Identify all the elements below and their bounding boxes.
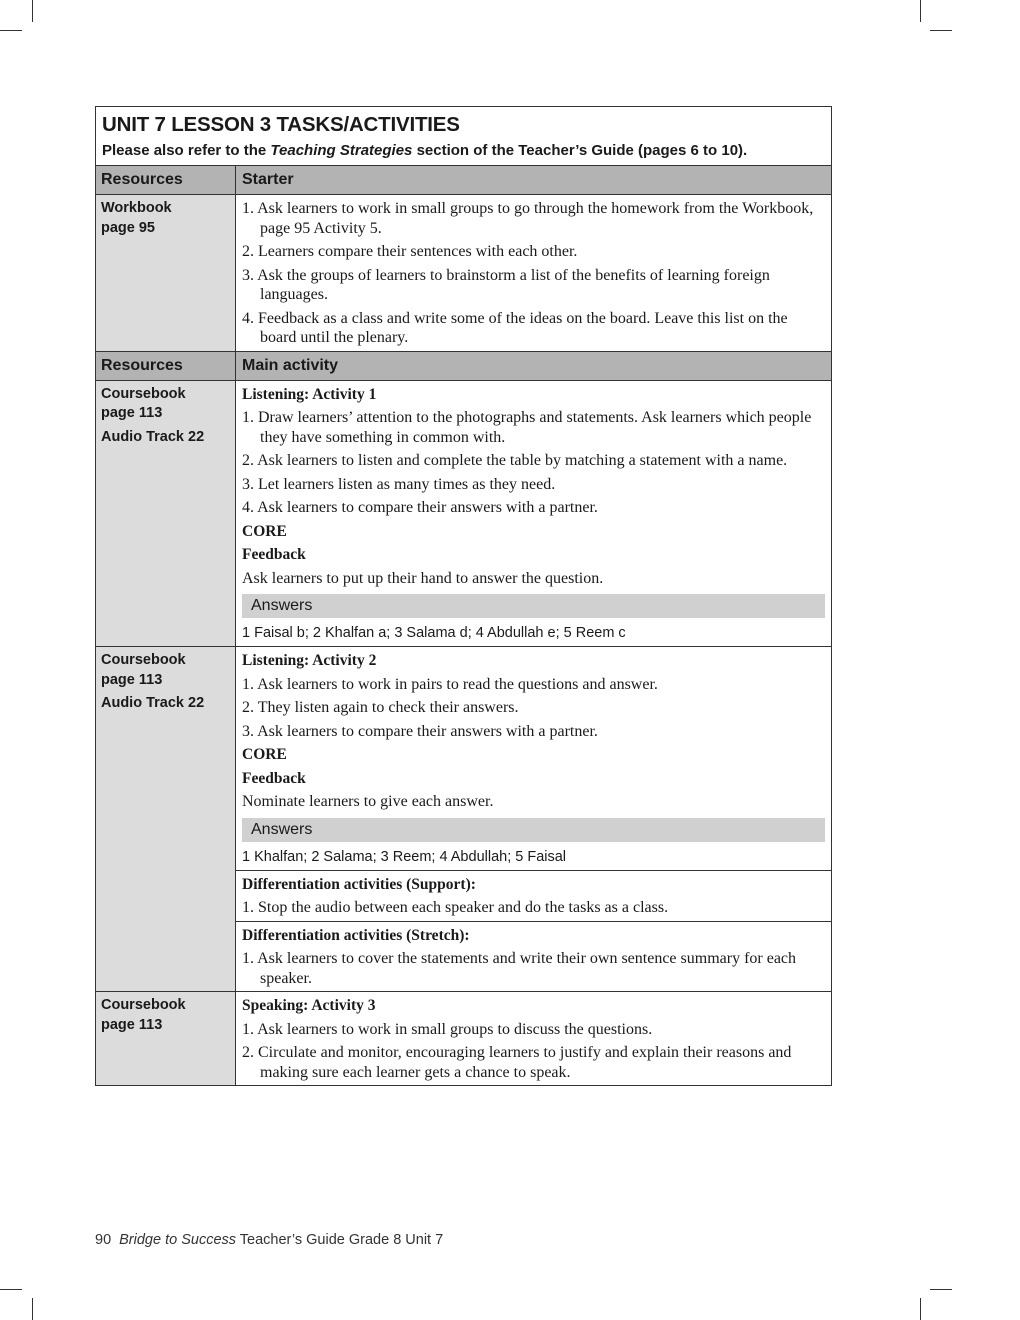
feedback-heading: Feedback [242, 769, 306, 787]
activity-1-row [96, 381, 831, 648]
resource-line: Audio Track 22 [101, 428, 205, 445]
list-item: 1. Ask learners to work in small groups to go through the homework from the Workbook, page 95 Activity 5. [242, 200, 814, 237]
main-header-row [96, 352, 831, 381]
activity-1-resources [96, 381, 236, 647]
starter-resources [96, 195, 236, 351]
page-number: 90 [95, 1232, 112, 1248]
crop-mark [920, 1298, 921, 1320]
crop-mark [930, 1289, 952, 1290]
activity-3-row [96, 992, 831, 1085]
stretch-heading: Differentiation activities (Stretch): [242, 926, 470, 944]
starter-row [96, 195, 831, 352]
book-title: Bridge to Success [119, 1232, 237, 1248]
feedback-heading: Feedback [242, 546, 306, 563]
activity-2-content [236, 647, 831, 991]
answers-label: Answers [242, 818, 825, 842]
list-item: 3. Let learners listen as many times as they need. [242, 475, 556, 493]
stretch-block [236, 921, 831, 992]
crop-mark [32, 1298, 33, 1320]
support-block [236, 870, 831, 921]
resource-line: Coursebook page 113 [101, 652, 186, 688]
answers-label: Answers [242, 594, 825, 618]
crop-mark [0, 30, 22, 31]
list-item: 4. Ask learners to compare their answers with a partner. [242, 499, 598, 516]
resource-line: Coursebook page 113 [101, 997, 186, 1033]
starter-header-row [96, 166, 831, 195]
list-item: 2. Circulate and monitor, encouraging learners to justify and explain their reasons and making sure each learner gets a chance to speak. [242, 1044, 792, 1081]
support-heading: Differentiation activities (Support): [242, 875, 476, 893]
footer-text: Teacher’s Guide Grade 8 Unit 7 [236, 1232, 444, 1248]
title-block [96, 107, 831, 166]
resources-header: Resources [96, 166, 236, 194]
list-item: 1. Ask learners to cover the statements and write their own sentence summary for each speaker. [242, 950, 797, 987]
feedback-text: Ask learners to put up their hand to answer the question. [242, 569, 604, 587]
crop-mark [930, 30, 952, 31]
main-activity-header: Main activity [242, 356, 339, 374]
list-item: 2. Learners compare their sentences with each other. [242, 243, 578, 260]
page-subtitle [102, 141, 825, 161]
answers-text: 1 Faisal b; 2 Khalfan a; 3 Salama d; 4 Abdullah e; 5 Reem c [242, 625, 626, 641]
core-label: CORE [242, 746, 287, 763]
page-title: UNIT 7 LESSON 3 TASKS/ACTIVITIES [102, 113, 460, 136]
crop-mark [32, 0, 33, 22]
list-item: 1. Draw learners’ attention to the photographs and statements. Ask learners which people they have something in common with. [242, 409, 812, 446]
resource-line: Audio Track 22 [101, 695, 205, 711]
list-item: 2. Ask learners to listen and complete the table by matching a statement with a name. [242, 452, 788, 469]
resource-line: Workbook page 95 [101, 200, 172, 236]
starter-header: Starter [242, 171, 294, 188]
list-item: 2. They listen again to check their answers. [242, 699, 519, 716]
activity-3-content [236, 992, 831, 1085]
crop-mark [920, 0, 921, 22]
activity-2-resources [96, 647, 236, 991]
activity-heading: Listening: Activity 2 [242, 652, 377, 669]
activity-2-row [96, 647, 831, 992]
starter-content [236, 195, 831, 351]
answers-text: 1 Khalfan; 2 Salama; 3 Reem; 4 Abdullah; 5 Faisal [242, 848, 567, 865]
activity-heading: Speaking: Activity 3 [242, 997, 376, 1014]
activity-3-resources [96, 992, 236, 1085]
list-item: 3. Ask learners to compare their answers with a partner. [242, 722, 598, 740]
resources-header: Resources [96, 352, 236, 380]
subtitle-text: Please also refer to the [102, 142, 271, 159]
core-label: CORE [242, 522, 287, 540]
feedback-text: Nominate learners to give each answer. [242, 793, 494, 810]
activity-heading: Listening: Activity 1 [242, 385, 377, 403]
page-footer [95, 1232, 443, 1248]
subtitle-italic: Teaching Strategies [270, 142, 413, 159]
subtitle-text-end: section of the Teacher’s Guide (pages 6 to 10). [412, 142, 748, 159]
lesson-table [95, 106, 832, 1086]
list-item: 1. Stop the audio between each speaker and do the tasks as a class. [242, 899, 669, 916]
crop-mark [0, 1289, 22, 1290]
resource-line: Coursebook page 113 [101, 385, 186, 421]
activity-1-content [236, 381, 831, 647]
list-item: 4. Feedback as a class and write some of the ideas on the board. Leave this list on the board until the plenary. [242, 309, 788, 346]
list-item: 1. Ask learners to work in small groups to discuss the questions. [242, 1020, 653, 1038]
list-item: 3. Ask the groups of learners to brainstorm a list of the benefits of learning foreign languages. [242, 266, 770, 303]
list-item: 1. Ask learners to work in pairs to read the questions and answer. [242, 675, 658, 693]
